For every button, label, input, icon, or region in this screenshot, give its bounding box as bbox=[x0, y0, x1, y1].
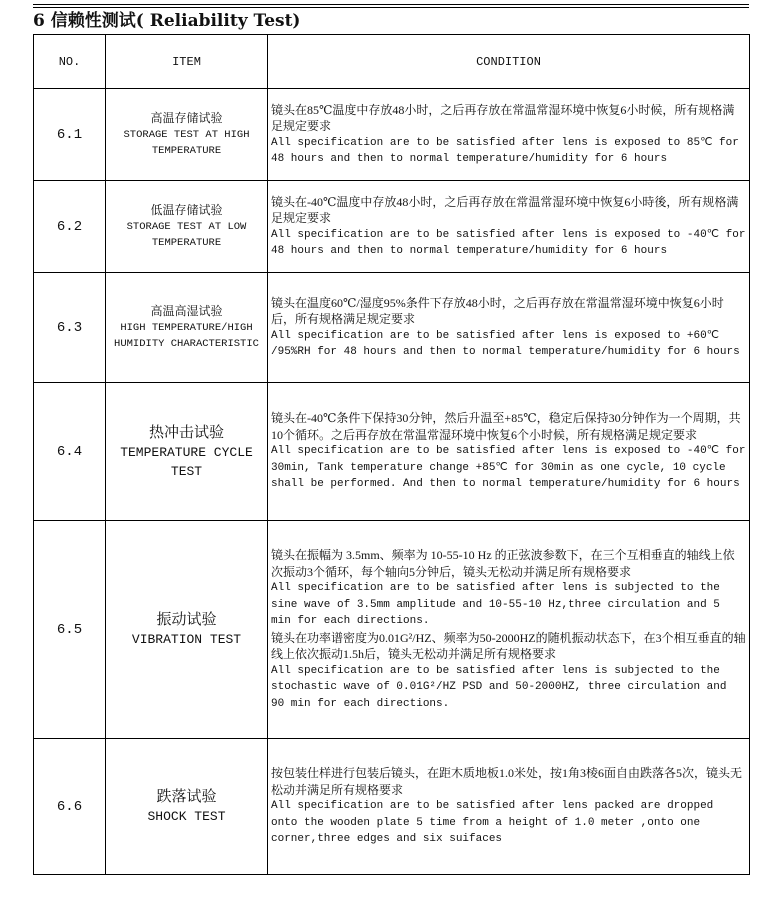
test-condition bbox=[268, 181, 750, 273]
column-header-no: NO. bbox=[34, 35, 106, 89]
test-condition bbox=[268, 739, 750, 875]
test-item-zh: 低温存储试验 bbox=[150, 203, 223, 217]
row-number: 6.2 bbox=[34, 181, 106, 273]
table-row bbox=[34, 181, 750, 273]
test-condition bbox=[268, 383, 750, 521]
condition-zh: 镜头在-40℃温度中存放48小时，之后再存放在常温常湿环境中恢复6小時後，所有规格满足规定要求 bbox=[271, 194, 739, 225]
reliability-test-table bbox=[33, 34, 750, 875]
row-number: 6.6 bbox=[34, 739, 106, 875]
test-item-en: VIBRATION TEST bbox=[131, 632, 242, 647]
table-row bbox=[34, 521, 750, 739]
test-item bbox=[106, 273, 268, 383]
table-row bbox=[34, 383, 750, 521]
test-item bbox=[106, 89, 268, 181]
test-item-en: STORAGE TEST AT HIGH TEMPERATURE bbox=[123, 129, 250, 157]
header-rule-bottom bbox=[33, 7, 749, 8]
row-number: 6.1 bbox=[34, 89, 106, 181]
test-item-zh: 高温存储试验 bbox=[150, 111, 223, 125]
condition-zh: 镜头在85℃温度中存放48小时，之后再存放在常温常湿环境中恢复6小时候，所有规格满足规定要求 bbox=[271, 102, 735, 133]
test-condition bbox=[268, 521, 750, 739]
test-item-en: SHOCK TEST bbox=[147, 809, 226, 824]
test-condition bbox=[268, 273, 750, 383]
condition-zh: 镜头在-40℃条件下保持30分钟，然后升温至+85℃，稳定后保持30分钟作为一个周期，共10个循环。之后再存放在常温常湿环境中恢复6个小时候，所有规格满足规定要求 bbox=[271, 411, 741, 442]
test-condition bbox=[268, 89, 750, 181]
test-item bbox=[106, 739, 268, 875]
condition-en-random: All specification are to be satisfied after lens is subjected to the stochastic wave of 0.01G²/HZ PSD and 50-2000HZ, three circulation and 90 min for each directions. bbox=[271, 664, 727, 710]
table-row bbox=[34, 273, 750, 383]
header-rule-top bbox=[33, 4, 749, 5]
condition-zh: 镜头在振幅为 3.5mm、频率为 10-55-10 Hz 的正弦波参数下，在三个互相垂直的轴线上依次振动3个循环，每个轴向5分钟后，镜头无松动并满足所有规格要求 bbox=[271, 548, 735, 579]
condition-en: All specification are to be satisfied after lens is exposed to -40℃ for 48 hours and then to normal temperature/humidity for 6 hours bbox=[271, 228, 746, 257]
table-header-row bbox=[34, 35, 750, 89]
condition-en: All specification are to be satisfied after lens packed are dropped onto the wooden plate 5 time from a height of 1.0 meter ,onto one corner,three edges and six suifaces bbox=[271, 800, 714, 846]
test-item-zh: 高温高湿试验 bbox=[150, 304, 223, 318]
condition-zh-random: 镜头在功率谱密度为0.01G²/HZ、频率为50-2000HZ的随机振动状态下，在3个相互垂直的轴线上依次振动1.5h后，镜头无松动并满足所有规格要求 bbox=[271, 630, 746, 661]
condition-en: All specification are to be satisfied after lens is exposed to +60℃ /95%RH for 48 hours and then to normal temperature/humidity for 6 hours bbox=[271, 329, 740, 358]
test-item-zh: 振动试验 bbox=[156, 612, 217, 628]
condition-en: All specification are to be satisfied after lens is exposed to 85℃ for 48 hours and then to normal temperature/humidity for 6 hours bbox=[271, 136, 739, 165]
test-item-en: TEMPERATURE CYCLE TEST bbox=[120, 444, 253, 479]
test-item-zh: 热冲击试验 bbox=[148, 424, 224, 441]
column-header-item: ITEM bbox=[106, 35, 268, 89]
test-item bbox=[106, 383, 268, 521]
test-item-en: STORAGE TEST AT LOW TEMPERATURE bbox=[126, 221, 247, 249]
condition-en: All specification are to be satisfied after lens is subjected to the sine wave of 3.5mm amplitude and 10-55-10 Hz,three circulation and 5 min for each directions. bbox=[271, 582, 720, 627]
test-item-zh: 跌落试验 bbox=[156, 789, 217, 805]
row-number: 6.3 bbox=[34, 273, 106, 383]
test-item bbox=[106, 181, 268, 273]
test-item bbox=[106, 521, 268, 739]
condition-en: All specification are to be satisfied after lens is exposed to -40℃ for 30min, Tank temperature change +85℃ for 30min as one cycle, 10 cycle shall be performed. And then to normal temperature/humidity for 6 hours bbox=[271, 445, 746, 491]
test-item-en: HIGH TEMPERATURE/HIGH HUMIDITY CHARACTERISTIC bbox=[114, 322, 259, 350]
row-number: 6.5 bbox=[34, 521, 106, 739]
section-heading: 6 信赖性测试( Reliability Test) bbox=[33, 11, 301, 31]
table-row bbox=[34, 89, 750, 181]
condition-zh: 按包装仕样进行包装后镜头，在距木质地板1.0米处，按1角3棱6面自由跌落各5次，镜头无松动并满足所有规格要求 bbox=[271, 766, 743, 797]
condition-zh: 镜头在温度60℃/湿度95%条件下存放48小时，之后再存放在常温常湿环境中恢复6小时后，所有规格满足规定要求 bbox=[271, 295, 724, 326]
table-row bbox=[34, 739, 750, 875]
column-header-condition: CONDITION bbox=[268, 35, 750, 89]
row-number: 6.4 bbox=[34, 383, 106, 521]
